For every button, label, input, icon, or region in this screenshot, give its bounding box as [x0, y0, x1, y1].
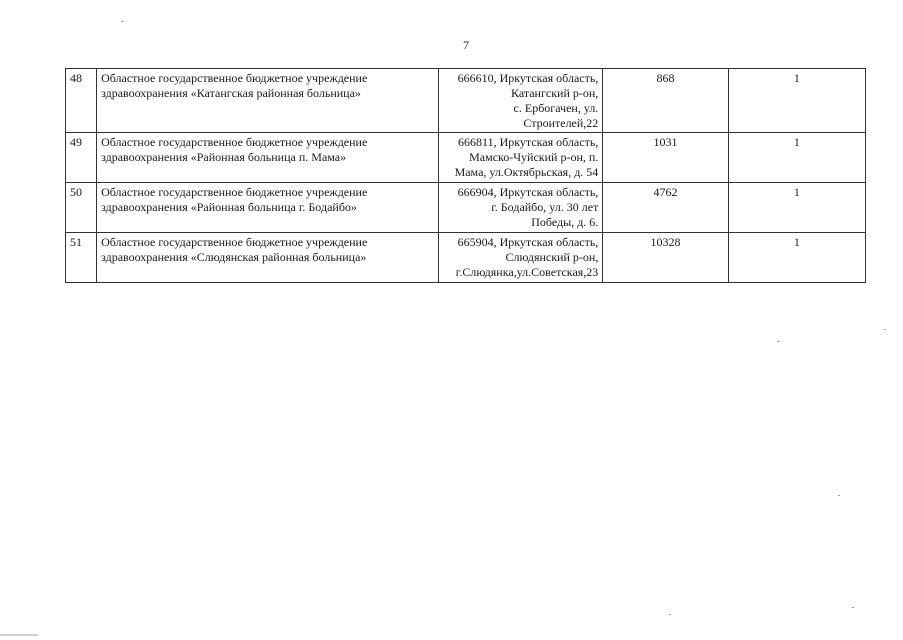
address-cell — [438, 183, 602, 233]
scan-edge-mark — [0, 634, 38, 636]
value-cell: 1031 — [603, 133, 728, 183]
institutions-table — [65, 68, 866, 283]
address-line: Мамско-Чуйский р-он, п. — [469, 150, 599, 164]
institution-name-line: Областное государственное бюджетное учреждение — [101, 71, 368, 85]
address-line: Победы, д. 6. — [531, 215, 599, 229]
scan-speck — [777, 341, 779, 342]
address-line: г. Бодайбо, ул. 30 лет — [491, 200, 599, 214]
address-cell — [438, 69, 602, 133]
address-line: Слюдянский р-он, — [505, 250, 599, 264]
institution-name-line: Областное государственное бюджетное учреждение — [101, 135, 368, 149]
scan-speck — [121, 21, 123, 22]
address-cell — [438, 133, 602, 183]
address-line: г.Слюдянка,ул.Советская,23 — [455, 265, 599, 279]
count-cell: 1 — [728, 233, 865, 283]
address-line: Катангский р-он, — [510, 86, 599, 100]
address-line: Мама, ул.Октябрьская, д. 54 — [454, 165, 599, 179]
institution-name-cell — [97, 233, 439, 283]
table-row — [66, 233, 866, 283]
table-row — [66, 69, 866, 133]
value-cell: 868 — [603, 69, 728, 133]
institution-name-line: здравоохранения «Катангская районная больница» — [101, 86, 361, 100]
scan-speck — [884, 329, 886, 330]
value-cell: 4762 — [603, 183, 728, 233]
count-cell: 1 — [728, 183, 865, 233]
table-row — [66, 183, 866, 233]
address-line: Строителей,22 — [523, 116, 599, 130]
institution-name-line: здравоохранения «Районная больница п. Мама» — [101, 150, 347, 164]
scan-speck — [852, 607, 854, 608]
scan-speck — [838, 495, 840, 496]
count-cell: 1 — [728, 69, 865, 133]
row-number-cell: 48 — [66, 69, 97, 133]
scan-speck — [669, 614, 671, 615]
institution-name-line: здравоохранения «Районная больница г. Бодайбо» — [101, 200, 357, 214]
institution-name-cell — [97, 69, 439, 133]
value-cell: 10328 — [603, 233, 728, 283]
address-line: 666811, Иркутская область, — [458, 135, 599, 149]
institution-name-line: Областное государственное бюджетное учреждение — [101, 185, 368, 199]
institution-name-line: Областное государственное бюджетное учреждение — [101, 235, 368, 249]
address-line: 666610, Иркутская область, — [457, 71, 599, 85]
row-number-cell: 49 — [66, 133, 97, 183]
count-cell: 1 — [728, 133, 865, 183]
address-line: с. Ербогачен, ул. — [513, 101, 599, 115]
page-number: 7 — [463, 38, 469, 52]
address-cell — [438, 233, 602, 283]
row-number-cell: 50 — [66, 183, 97, 233]
address-line: 666904, Иркутская область, — [457, 185, 599, 199]
address-line: 665904, Иркутская область, — [457, 235, 599, 249]
table-row — [66, 133, 866, 183]
institution-name-cell — [97, 183, 439, 233]
row-number-cell: 51 — [66, 233, 97, 283]
institution-name-line: здравоохранения «Слюдянская районная больница» — [101, 250, 367, 264]
institution-name-cell — [97, 133, 439, 183]
